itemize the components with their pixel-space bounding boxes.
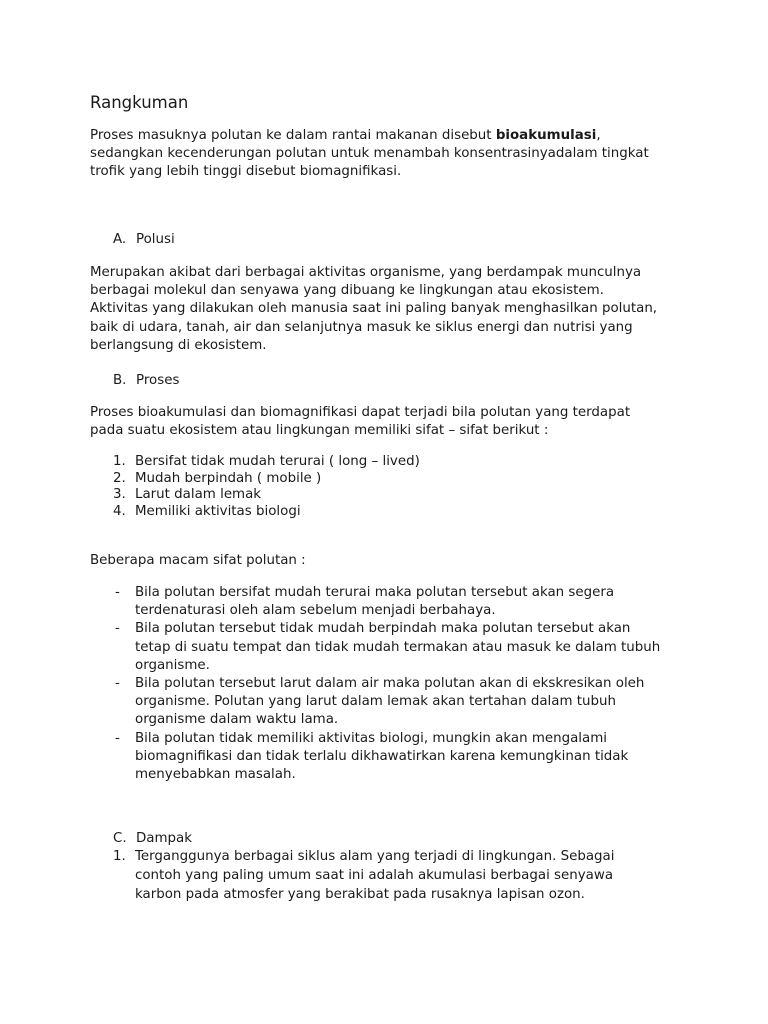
- page-title: Rangkuman: [90, 93, 189, 112]
- section-a-line: Aktivitas yang dilakukan oleh manusia saat ini paling banyak menghasilkan polutan,: [90, 301, 658, 317]
- intro-line-3: trofik yang lebih tinggi disebut biomagnifikasi.: [90, 164, 402, 180]
- list-item: 2. Mudah berpindah ( mobile ): [113, 470, 322, 486]
- section-a-paragraph: [90, 264, 690, 355]
- section-a-line: berlangsung di ekosistem.: [90, 337, 267, 353]
- section-b-line: Proses bioakumulasi dan biomagnifikasi dapat terjadi bila polutan yang terdapat: [90, 405, 631, 420]
- list-item: - Bila polutan bersifat mudah terurai maka polutan tersebut akan segera terdenaturasi oleh alam sebelum menjadi berbahaya.: [115, 585, 615, 619]
- list-item: 4. Memiliki aktivitas biologi: [113, 503, 301, 519]
- list-item: - Bila polutan tersebut tidak mudah berpindah maka polutan tersebut akan tetap di suatu tempat dan tidak mudah termakan atau masuk ke dalam tubuh organisme.: [115, 621, 661, 673]
- section-b-heading: [90, 372, 179, 390]
- sifat-list: [90, 584, 660, 784]
- section-a-line: baik di udara, tanah, air dan selanjutnya masuk ke siklus energi dan nutrisi yang: [90, 319, 633, 335]
- section-a-heading: [90, 231, 175, 249]
- section-a-label: Polusi: [136, 232, 175, 247]
- bold-term: bioakumulasi: [495, 128, 597, 143]
- section-b-paragraph: [90, 404, 690, 440]
- list-item: 3. Larut dalam lemak: [113, 487, 262, 503]
- section-c-label: Dampak: [136, 831, 193, 846]
- intro-line-1: Proses masuknya polutan ke dalam rantai makanan disebut bioakumulasi,: [90, 128, 601, 143]
- list-item: - Bila polutan tersebut larut dalam air maka polutan akan di ekskresikan oleh organisme. Polutan yang larut dalam lemak akan tertahan dalam tubuh organisme dalam waktu lama.: [115, 676, 645, 728]
- section-c-marker: C.: [113, 831, 127, 846]
- section-c-heading: [90, 830, 192, 848]
- section-b-line: pada suatu ekosistem atau lingkungan memiliki sifat – sifat berikut :: [90, 423, 549, 439]
- intro-line-2: sedangkan kecenderungan polutan untuk menambah konsentrasinyadalam tingkat: [90, 146, 649, 162]
- intro-paragraph: [90, 127, 690, 182]
- list-item: 1. Bersifat tidak mudah terurai ( long – lived): [113, 454, 420, 469]
- section-a-line: Merupakan akibat dari berbagai aktivitas organisme, yang berdampak munculnya: [90, 265, 642, 280]
- section-a-marker: A.: [113, 232, 127, 247]
- list-item: 1. Terganggunya berbagai siklus alam yang terjadi di lingkungan. Sebagai contoh yang paling umum saat ini adalah akumulasi berbagai senyawa karbon pada atmosfer yang berakibat pada rusaknya lapisan ozon.: [113, 849, 615, 902]
- section-b-label: Proses: [136, 373, 180, 388]
- dampak-list: [90, 848, 615, 904]
- traits-list: [90, 454, 420, 520]
- section-a-line: berbagai molekul dan senyawa yang dibuang ke lingkungan atau ekosistem.: [90, 283, 604, 299]
- sifat-heading: Beberapa macam sifat polutan :: [90, 553, 306, 568]
- section-b-marker: B.: [113, 373, 127, 388]
- list-item: - Bila polutan tidak memiliki aktivitas biologi, mungkin akan mengalami biomagnifikasi dan tidak terlalu dikhawatirkan karena kemungkinan tidak menyebabkan masalah.: [115, 730, 629, 783]
